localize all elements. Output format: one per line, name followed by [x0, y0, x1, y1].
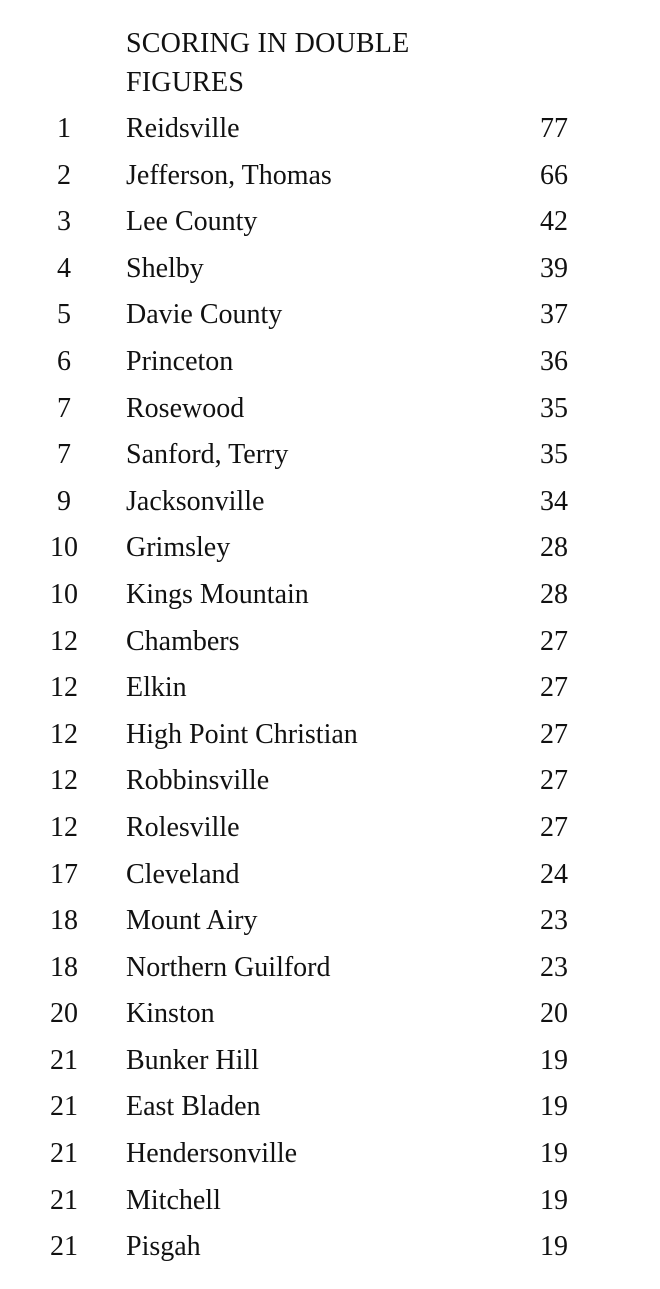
- list-item: [0, 758, 660, 805]
- rank-number: 18: [50, 905, 78, 937]
- list-item: [0, 572, 660, 619]
- list-item: [0, 479, 660, 526]
- school-name: Reidsville: [126, 113, 240, 144]
- rank-number: 12: [50, 625, 78, 657]
- rank-number: 18: [50, 951, 78, 983]
- double-figures-count: 27: [540, 625, 568, 657]
- rank-number: 6: [57, 345, 71, 377]
- school-name: Rosewood: [126, 392, 245, 424]
- ranking-list: [0, 106, 660, 1271]
- school-name: Hendersonville: [126, 1138, 298, 1170]
- school-name: Jefferson, Thomas: [126, 159, 332, 191]
- double-figures-count: 19: [540, 1091, 568, 1123]
- rank-number: 17: [50, 858, 78, 890]
- list-item: [0, 199, 660, 246]
- double-figures-count: 27: [540, 811, 568, 843]
- double-figures-count: 27: [540, 672, 568, 704]
- list-item: [0, 106, 660, 153]
- rank-number: 10: [50, 532, 78, 564]
- list-item: [0, 805, 660, 852]
- rank-number: 2: [57, 159, 71, 191]
- double-figures-count: 19: [540, 1044, 568, 1076]
- rank-number: 21: [50, 1091, 78, 1123]
- school-name: Kings Mountain: [126, 578, 309, 610]
- page-title: [126, 24, 486, 102]
- rank-number: 21: [50, 1231, 78, 1263]
- rank-number: 9: [57, 485, 71, 517]
- list-item: [0, 991, 660, 1038]
- school-name: Rolesville: [126, 811, 240, 843]
- double-figures-count: 39: [540, 252, 568, 284]
- school-name: Chambers: [126, 625, 240, 657]
- rank-number: 7: [57, 439, 71, 471]
- double-figures-count: 77: [540, 113, 568, 144]
- double-figures-count: 28: [540, 532, 568, 564]
- list-item: [0, 386, 660, 433]
- list-item: [0, 1224, 660, 1271]
- school-name: Elkin: [126, 672, 187, 704]
- school-name: East Bladen: [126, 1091, 261, 1123]
- school-name: Shelby: [126, 252, 204, 284]
- double-figures-count: 27: [540, 765, 568, 797]
- school-name: Jacksonville: [126, 485, 265, 517]
- list-item: [0, 945, 660, 992]
- double-figures-count: 27: [540, 718, 568, 750]
- rank-number: 3: [57, 206, 71, 238]
- rank-number: 21: [50, 1138, 78, 1170]
- list-item: [0, 1178, 660, 1225]
- double-figures-count: 34: [540, 485, 568, 517]
- double-figures-count: 35: [540, 392, 568, 424]
- rank-number: 5: [57, 299, 71, 331]
- school-name: Kinston: [126, 998, 215, 1030]
- rank-number: 10: [50, 578, 78, 610]
- double-figures-count: 24: [540, 858, 568, 890]
- list-item: [0, 898, 660, 945]
- double-figures-count: 19: [540, 1138, 568, 1170]
- rank-number: 20: [50, 998, 78, 1030]
- double-figures-count: 42: [540, 206, 568, 238]
- rank-number: 21: [50, 1184, 78, 1216]
- double-figures-count: 23: [540, 951, 568, 983]
- school-name: Sanford, Terry: [126, 439, 289, 471]
- rank-number: 12: [50, 718, 78, 750]
- school-name: Princeton: [126, 345, 234, 377]
- list-item: [0, 1131, 660, 1178]
- list-item: [0, 246, 660, 293]
- rank-number: 7: [57, 392, 71, 424]
- school-name: Bunker Hill: [126, 1044, 259, 1076]
- list-item: [0, 153, 660, 200]
- list-item: [0, 712, 660, 759]
- school-name: Lee County: [126, 206, 258, 238]
- school-name: Northern Guilford: [126, 951, 331, 983]
- school-name: Davie County: [126, 299, 283, 331]
- title-line-1: SCORING IN DOUBLE: [126, 28, 410, 59]
- list-item: [0, 292, 660, 339]
- double-figures-count: 19: [540, 1231, 568, 1263]
- double-figures-count: 19: [540, 1184, 568, 1216]
- double-figures-count: 66: [540, 159, 568, 191]
- list-item: [0, 339, 660, 386]
- rank-number: 12: [50, 765, 78, 797]
- list-item: [0, 1084, 660, 1131]
- double-figures-count: 23: [540, 905, 568, 937]
- double-figures-count: 20: [540, 998, 568, 1030]
- school-name: Grimsley: [126, 532, 231, 564]
- list-item: [0, 432, 660, 479]
- list-item: [0, 852, 660, 899]
- school-name: Robbinsville: [126, 765, 270, 797]
- school-name: Cleveland: [126, 858, 240, 890]
- school-name: Pisgah: [126, 1231, 201, 1263]
- double-figures-count: 35: [540, 439, 568, 471]
- list-item: [0, 619, 660, 666]
- school-name: Mitchell: [126, 1184, 221, 1216]
- rank-number: 1: [57, 113, 71, 144]
- list-item: [0, 525, 660, 572]
- double-figures-count: 37: [540, 299, 568, 331]
- title-line-2: FIGURES: [126, 67, 245, 98]
- rank-number: 21: [50, 1044, 78, 1076]
- rank-number: 12: [50, 672, 78, 704]
- rank-number: 12: [50, 811, 78, 843]
- school-name: High Point Christian: [126, 718, 358, 750]
- double-figures-count: 36: [540, 345, 568, 377]
- double-figures-count: 28: [540, 578, 568, 610]
- school-name: Mount Airy: [126, 905, 258, 937]
- list-item: [0, 665, 660, 712]
- list-item: [0, 1038, 660, 1085]
- rank-number: 4: [57, 252, 71, 284]
